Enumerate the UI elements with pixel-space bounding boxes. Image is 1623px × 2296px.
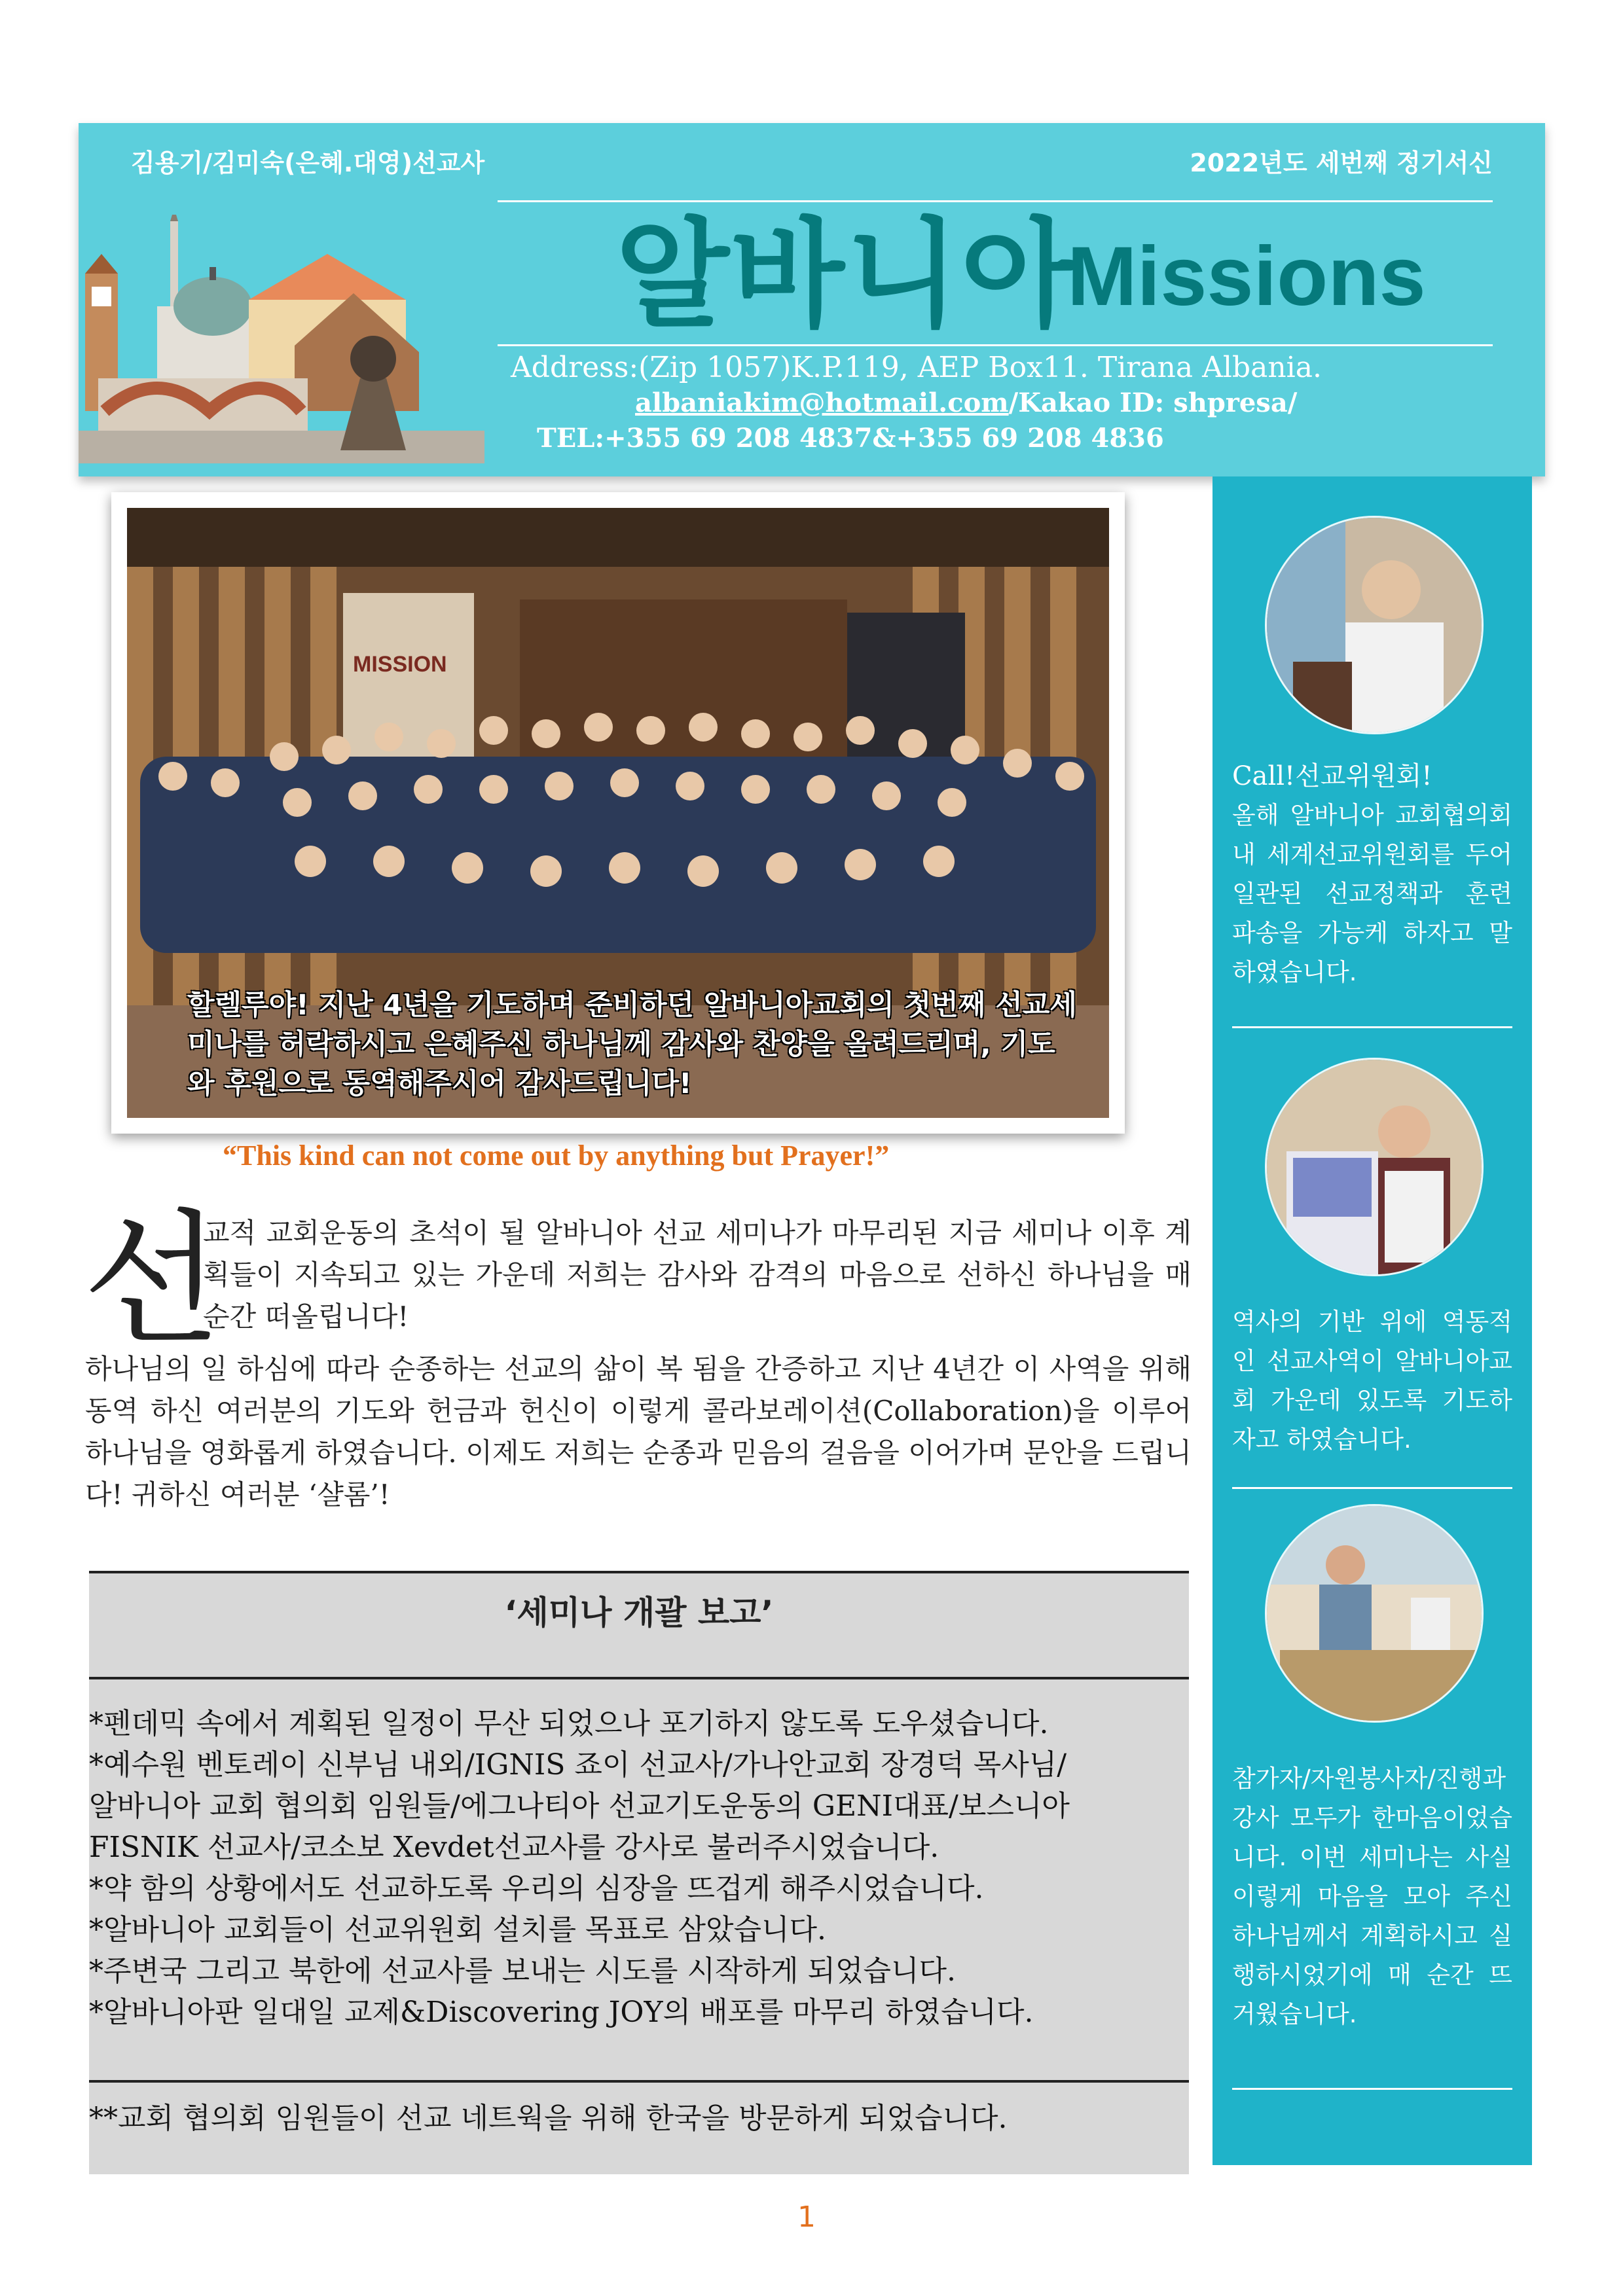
speaker-photo-2 xyxy=(1265,1058,1484,1276)
attendees-photo xyxy=(1265,1504,1484,1723)
title-korean: 알바니아 xyxy=(615,207,1076,344)
report-rule-title xyxy=(89,1677,1189,1679)
postal-address: Address:(Zip 1057)K.P.119, AEP Box11. Tirana Albania. xyxy=(511,351,1322,384)
page-number: 1 xyxy=(797,2200,816,2234)
sidebar-divider-3 xyxy=(1232,2088,1512,2090)
tirana-skyline-illustration xyxy=(79,215,484,463)
paragraph-thanks: 하나님의 일 하심에 따라 순종하는 선교의 삶이 복 됨을 간증하고 지난 4년간 이 사역을 위해 동역 하신 여러분의 기도와 헌금과 헌신이 이렇게 콜라보레이션(Collaboration)을 이루어 하나님을 영화롭게 하였습니다. 이제도 저희는 순종과 믿음의 걸음을 이어가며 문안을 드립니다! 귀하신 여러분 ‘샬롬’! xyxy=(85,1353,1192,1511)
report-title: ‘세미나 개괄 보고’ xyxy=(504,1594,774,1632)
banner-text: MISSION xyxy=(353,652,447,677)
report-item: 알바니아 교회 협의회 임원들/에그나티아 선교기도운동의 GENI대표/보스니아 xyxy=(89,1789,1070,1823)
prayer-quote: “This kind can not come out by anything but Prayer!” xyxy=(223,1139,890,1172)
report-rule-top xyxy=(89,1571,1189,1573)
report-item: *펜데믹 속에서 계획된 일정이 무산 되었으나 포기하지 않도록 도우셨습니다. xyxy=(89,1707,1049,1740)
report-item: *알바니아 교회들이 선교위원회 설치를 목표로 삼았습니다. xyxy=(89,1913,827,1946)
missionary-names: 김용기/김미숙(은혜.대영)선교사 xyxy=(131,149,485,177)
report-rule-bottom xyxy=(89,2080,1189,2083)
kakao-id: /Kakao ID: shpresa/ xyxy=(1008,387,1298,418)
issue-label: 2022년도 세번째 정기서신 xyxy=(1190,149,1493,177)
photo-caption: 할렐루야! 지난 4년을 기도하며 준비하던 알바니아교회의 첫번째 선교세미나를 허락하시고 은혜주신 하나님께 감사와 찬양을 올려드리며, 기도와 후원으로 동역해주시어 감사드립니다! xyxy=(187,989,1077,1100)
sidebar xyxy=(1213,476,1532,2165)
email-link[interactable]: albaniakim@hotmail.com xyxy=(635,387,1009,418)
group-photo xyxy=(127,508,1109,1118)
report-item: FISNIK 선교사/코소보 Xevdet선교사를 강사로 불러주시었습니다. xyxy=(89,1831,939,1864)
speaker-photo-1-illustration xyxy=(1267,518,1482,732)
sidebar-text-2: 역사의 기반 위에 역동적인 선교사역이 알바니아교회 가운데 있도록 기도하자고 하였습니다. xyxy=(1232,1308,1512,1454)
sidebar-text-1: 올해 알바니아 교회협의회내 세계선교위원회를 두어 일관된 선교정책과 훈련 파송을 가능케 하자고 말하였습니다. xyxy=(1232,801,1512,986)
report-items xyxy=(89,1703,1189,2033)
header-banner xyxy=(79,123,1545,476)
contact-line xyxy=(635,387,1297,418)
attendees-photo-illustration xyxy=(1267,1506,1482,1721)
sidebar-section-1 xyxy=(1232,757,1512,992)
paragraph-intro: 교적 교회운동의 초석이 될 알바니아 선교 세미나가 마무리된 지금 세미나 이후 계획들이 지속되고 있는 가운데 저희는 감사와 감격의 마음으로 선하신 하나님을 매 순간 떠올립니다! xyxy=(203,1217,1192,1333)
speaker-photo-1 xyxy=(1265,516,1484,734)
drop-cap: 선 xyxy=(82,1196,222,1363)
sidebar-text-3: 참가자/자원봉사자/진행과 강사 모두가 한마음이었습니다. 이번 세미나는 사실 이렇게 마음을 모아 주신 하나님께서 계획하시고 실행하시었기에 매 순간 뜨거웠습니다. xyxy=(1232,1765,1512,2028)
report-item: *주변국 그리고 북한에 선교사를 보내는 시도를 시작하게 되었습니다. xyxy=(89,1954,956,1988)
seminar-report-box xyxy=(89,1571,1189,2174)
report-item: *예수원 벤토레이 신부님 내외/IGNIS 죠이 선교사/가나안교회 장경덕 목사님/ xyxy=(89,1748,1067,1782)
speaker-photo-2-illustration xyxy=(1267,1060,1482,1274)
header-top-row xyxy=(131,143,1493,182)
sidebar-divider-2 xyxy=(1232,1487,1512,1489)
header-divider-bottom xyxy=(498,344,1493,346)
group-photo-frame xyxy=(111,492,1125,1134)
sidebar-heading-1: Call!선교위원회! xyxy=(1232,761,1432,791)
report-item: *약 함의 상황에서도 선교하도록 우리의 심장을 뜨겁게 해주시었습니다. xyxy=(89,1872,984,1905)
report-item: *알바니아판 일대일 교제&Discovering JOY의 배포를 마무리 하였습니다. xyxy=(89,1996,1034,2029)
telephone: TEL:+355 69 208 4837&+355 69 208 4836 xyxy=(537,423,1164,454)
report-final-item: **교회 협의회 임원들이 선교 네트웍을 위해 한국을 방문하게 되었습니다. xyxy=(89,2102,1008,2135)
sidebar-divider-1 xyxy=(1232,1026,1512,1028)
title-english: Missions xyxy=(1067,230,1426,323)
